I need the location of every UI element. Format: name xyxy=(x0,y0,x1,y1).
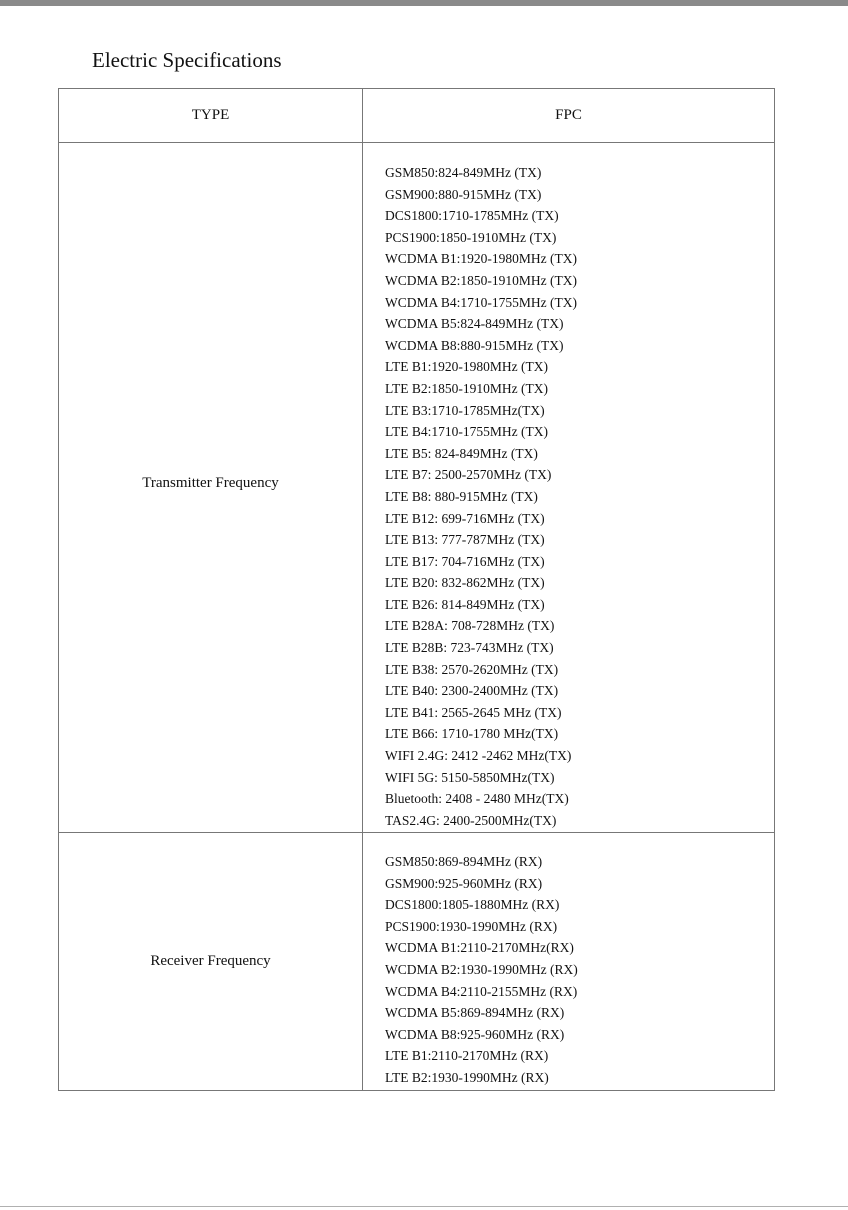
frequency-item: LTE B26: 814-849MHz (TX) xyxy=(385,596,545,612)
frequency-item: GSM900:880-915MHz (TX) xyxy=(385,186,542,202)
frequency-item: WCDMA B4:1710-1755MHz (TX) xyxy=(385,294,577,310)
table-row-transmitter xyxy=(59,143,775,833)
frequency-item: LTE B2:1850-1910MHz (TX) xyxy=(385,380,548,396)
frequency-item: LTE B17: 704-716MHz (TX) xyxy=(385,553,545,569)
frequency-item: LTE B41: 2565-2645 MHz (TX) xyxy=(385,704,562,720)
frequency-item: TAS2.4G: 2400-2500MHz(TX) xyxy=(385,812,557,828)
frequency-item: LTE B66: 1710-1780 MHz(TX) xyxy=(385,726,559,742)
frequency-item: LTE B28B: 723-743MHz (TX) xyxy=(385,640,554,656)
frequency-item: WCDMA B2:1850-1910MHz (TX) xyxy=(385,272,577,288)
transmitter-frequency-list xyxy=(363,143,774,831)
table-header-row xyxy=(59,89,775,143)
page-bottom-border xyxy=(0,1206,848,1207)
frequency-item: LTE B38: 2570-2620MHz (TX) xyxy=(385,661,559,677)
row-label-receiver: Receiver Frequency xyxy=(150,953,271,969)
frequency-item: LTE B4:1710-1755MHz (TX) xyxy=(385,424,548,440)
frequency-item: GSM900:925-960MHz (RX) xyxy=(385,875,543,891)
frequency-item: WIFI 5G: 5150-5850MHz(TX) xyxy=(385,769,555,785)
row-label-transmitter: Transmitter Frequency xyxy=(142,475,279,491)
page-top-border xyxy=(0,0,848,6)
frequency-item: LTE B5: 824-849MHz (TX) xyxy=(385,445,538,461)
frequency-item: LTE B3:1710-1785MHz(TX) xyxy=(385,402,545,418)
receiver-frequency-list xyxy=(363,833,774,1089)
frequency-item: WCDMA B1:1920-1980MHz (TX) xyxy=(385,251,577,267)
table-row-receiver xyxy=(59,833,775,1091)
frequency-item: GSM850:824-849MHz (TX) xyxy=(385,165,542,180)
row-values-cell xyxy=(363,833,775,1091)
frequency-item: PCS1900:1850-1910MHz (TX) xyxy=(385,229,557,245)
frequency-item: LTE B7: 2500-2570MHz (TX) xyxy=(385,467,552,483)
frequency-item: WCDMA B5:869-894MHz (RX) xyxy=(385,1005,565,1021)
row-label-cell xyxy=(59,833,363,1091)
frequency-item: LTE B8: 880-915MHz (TX) xyxy=(385,488,538,504)
frequency-item: LTE B20: 832-862MHz (TX) xyxy=(385,575,545,591)
frequency-item: Bluetooth: 2408 - 2480 MHz(TX) xyxy=(385,791,569,807)
frequency-item: WIFI 2.4G: 2412 -2462 MHz(TX) xyxy=(385,748,572,764)
specifications-table xyxy=(58,88,775,1091)
frequency-item: DCS1800:1805-1880MHz (RX) xyxy=(385,897,560,913)
frequency-item: LTE B40: 2300-2400MHz (TX) xyxy=(385,683,559,699)
page-title: Electric Specifications xyxy=(92,48,282,72)
frequency-item: LTE B12: 699-716MHz (TX) xyxy=(385,510,545,526)
row-label-cell xyxy=(59,143,363,833)
column-header-fpc: FPC xyxy=(363,89,775,143)
frequency-item: GSM850:869-894MHz (RX) xyxy=(385,854,543,869)
column-header-type: TYPE xyxy=(59,89,363,143)
frequency-item: WCDMA B8:925-960MHz (RX) xyxy=(385,1026,565,1042)
frequency-item: WCDMA B2:1930-1990MHz (RX) xyxy=(385,961,578,977)
frequency-item: PCS1900:1930-1990MHz (RX) xyxy=(385,918,558,934)
frequency-item: WCDMA B4:2110-2155MHz (RX) xyxy=(385,983,578,999)
row-values-cell xyxy=(363,143,775,833)
frequency-item: LTE B1:2110-2170MHz (RX) xyxy=(385,1048,549,1064)
frequency-item: DCS1800:1710-1785MHz (TX) xyxy=(385,208,559,224)
frequency-item: LTE B1:1920-1980MHz (TX) xyxy=(385,359,548,375)
frequency-item: WCDMA B5:824-849MHz (TX) xyxy=(385,316,564,332)
frequency-item: WCDMA B1:2110-2170MHz(RX) xyxy=(385,940,574,956)
frequency-item: WCDMA B8:880-915MHz (TX) xyxy=(385,337,564,353)
frequency-item: LTE B2:1930-1990MHz (RX) xyxy=(385,1069,549,1085)
frequency-item: LTE B13: 777-787MHz (TX) xyxy=(385,532,545,548)
frequency-item: LTE B28A: 708-728MHz (TX) xyxy=(385,618,555,634)
